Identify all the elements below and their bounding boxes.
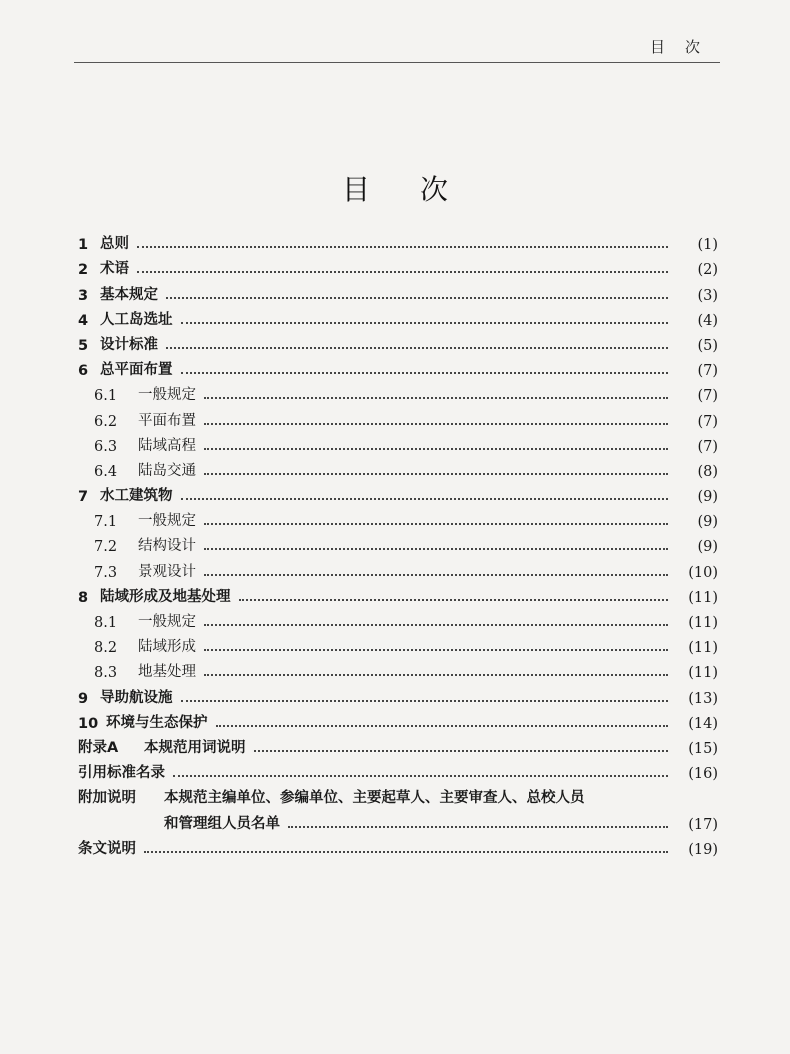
toc-entry-number: 10	[78, 715, 99, 732]
toc-entry-number: 8.2	[94, 640, 118, 657]
toc-entry-number: 7.1	[94, 514, 118, 531]
toc-entry-title: 一般规定	[138, 387, 196, 404]
toc-leader-dots	[204, 473, 668, 475]
toc-entry-title: 景观设计	[138, 563, 196, 580]
toc-entry-number: 6	[78, 363, 89, 380]
toc-entry[interactable]	[78, 782, 718, 807]
toc-entry-title: 水工建筑物	[100, 488, 173, 505]
toc-entry-number: 6.4	[94, 463, 118, 480]
toc-leader-dots	[137, 246, 668, 248]
toc-entry-continuation[interactable]	[78, 807, 718, 832]
toc-leader-dots	[166, 297, 668, 299]
toc-entry-number: 5	[78, 337, 89, 354]
toc-leader-dots	[254, 750, 669, 752]
toc-entry[interactable]	[78, 228, 718, 253]
toc-entry[interactable]	[78, 732, 718, 757]
header-rule	[74, 62, 720, 63]
toc-entry-title: 陆域形成	[138, 639, 196, 656]
toc-leader-dots	[204, 674, 668, 676]
toc-entry[interactable]	[78, 354, 718, 379]
toc-entry-number: 7.3	[94, 564, 118, 581]
toc-leader-dots	[204, 574, 668, 576]
toc-leader-dots	[181, 700, 669, 702]
toc-entry[interactable]	[78, 707, 718, 732]
toc-entry-title: 导助航设施	[100, 689, 173, 706]
toc-entry[interactable]	[78, 480, 718, 505]
toc-leader-dots	[204, 624, 668, 626]
toc-entry-title: 基本规定	[100, 286, 158, 303]
toc-entry-page: (9)	[697, 489, 718, 506]
toc-entry-page: (7)	[697, 413, 718, 430]
toc-entry[interactable]	[78, 404, 718, 429]
toc-entry-number: 9	[78, 690, 89, 707]
toc-leader-dots	[181, 372, 669, 374]
toc-entry-number: 附加说明	[78, 790, 136, 807]
toc-entry-title: 术语	[100, 261, 129, 278]
toc-entry-page: (14)	[688, 715, 718, 732]
toc-entry-page: (2)	[697, 262, 718, 279]
toc-entry[interactable]	[78, 505, 718, 530]
toc-entry[interactable]	[78, 656, 718, 681]
toc-entry[interactable]	[78, 455, 718, 480]
toc-entry-page: (7)	[697, 388, 718, 405]
toc-entry-number: 2	[78, 262, 89, 279]
toc-entry[interactable]	[78, 304, 718, 329]
toc-entry-title: 总平面布置	[100, 362, 173, 379]
toc-leader-dots	[173, 775, 668, 777]
toc-leader-dots	[288, 826, 668, 828]
toc-leader-dots	[239, 599, 669, 601]
toc-entry-title: 本规范用词说明	[144, 739, 246, 756]
toc-entry-page: (15)	[688, 740, 718, 757]
toc-leader-dots	[204, 649, 668, 651]
toc-entry-title: 地基处理	[138, 664, 196, 681]
table-of-contents	[78, 228, 718, 858]
toc-entry[interactable]	[78, 833, 718, 858]
toc-leader-dots	[216, 725, 669, 727]
toc-entry-title: 陆域高程	[138, 437, 196, 454]
toc-entry-number: 6.2	[94, 413, 118, 430]
toc-entry-title: 人工岛选址	[100, 311, 173, 328]
toc-leader-dots	[166, 347, 668, 349]
toc-entry-title: 设计标准	[100, 336, 158, 353]
toc-entry-number: 3	[78, 287, 89, 304]
toc-leader-dots	[204, 448, 668, 450]
toc-entry-page: (7)	[697, 363, 718, 380]
toc-entry-number: 6.3	[94, 438, 118, 455]
toc-entry-title: 陆岛交通	[138, 462, 196, 479]
toc-entry-title: 本规范主编单位、参编单位、主要起草人、主要审查人、总校人员	[164, 790, 585, 807]
toc-leader-dots	[137, 271, 668, 273]
toc-entry-page: (11)	[688, 640, 718, 657]
toc-entry-title: 条文说明	[78, 840, 136, 857]
toc-leader-dots	[204, 548, 668, 550]
toc-entry[interactable]	[78, 555, 718, 580]
toc-leader-dots	[181, 498, 669, 500]
toc-entry-page: (10)	[688, 564, 718, 581]
toc-entry-number: 1	[78, 237, 89, 254]
toc-entry-title-cont: 和管理组人员名单	[164, 815, 280, 832]
toc-entry-page: (19)	[688, 841, 718, 858]
toc-entry-number: 8	[78, 589, 89, 606]
toc-entry-page: (7)	[697, 438, 718, 455]
toc-entry-page: (11)	[688, 589, 718, 606]
toc-entry[interactable]	[78, 329, 718, 354]
toc-entry-page: (5)	[697, 337, 718, 354]
toc-entry-number: 7	[78, 489, 89, 506]
toc-entry[interactable]	[78, 757, 718, 782]
toc-entry[interactable]	[78, 606, 718, 631]
toc-entry-page: (11)	[688, 665, 718, 682]
toc-entry-title: 陆域形成及地基处理	[100, 588, 231, 605]
toc-entry[interactable]	[78, 631, 718, 656]
toc-entry-page: (4)	[697, 312, 718, 329]
toc-entry-page: (9)	[697, 539, 718, 556]
toc-leader-dots	[204, 397, 668, 399]
toc-entry[interactable]	[78, 530, 718, 555]
toc-entry-title: 总则	[100, 236, 129, 253]
toc-entry-number: 7.2	[94, 539, 118, 556]
toc-entry-page: (17)	[688, 816, 718, 833]
toc-entry-page: (9)	[697, 514, 718, 531]
toc-entry[interactable]	[78, 278, 718, 303]
toc-entry[interactable]	[78, 681, 718, 706]
page-title: 目次	[341, 173, 498, 206]
toc-entry-page: (3)	[697, 287, 718, 304]
toc-entry-title: 结构设计	[138, 538, 196, 555]
toc-entry-title: 环境与生态保护	[106, 714, 208, 731]
toc-leader-dots	[144, 851, 668, 853]
toc-entry[interactable]	[78, 379, 718, 404]
toc-entry[interactable]	[78, 430, 718, 455]
toc-entry-page: (13)	[688, 690, 718, 707]
toc-entry-title: 一般规定	[138, 614, 196, 630]
toc-entry-number: 8.3	[94, 665, 118, 682]
toc-entry-page: (16)	[688, 766, 718, 783]
toc-leader-dots	[204, 423, 668, 425]
toc-entry-page: (1)	[697, 237, 718, 254]
toc-entry-title: 引用标准名录	[78, 765, 165, 782]
toc-entry-title: 平面布置	[138, 412, 196, 429]
toc-entry-page: (8)	[697, 463, 718, 480]
toc-entry[interactable]	[78, 253, 718, 278]
toc-leader-dots	[181, 322, 669, 324]
toc-entry-number: 8.1	[94, 615, 118, 631]
toc-entry-number: 附录A	[78, 739, 119, 756]
toc-entry[interactable]	[78, 581, 718, 606]
running-head: 目次	[649, 38, 720, 56]
toc-entry-number: 6.1	[94, 388, 118, 405]
toc-entry-title: 一般规定	[138, 513, 196, 530]
toc-leader-dots	[204, 523, 668, 525]
toc-entry-page: (11)	[688, 615, 718, 631]
toc-entry-number: 4	[78, 312, 89, 329]
